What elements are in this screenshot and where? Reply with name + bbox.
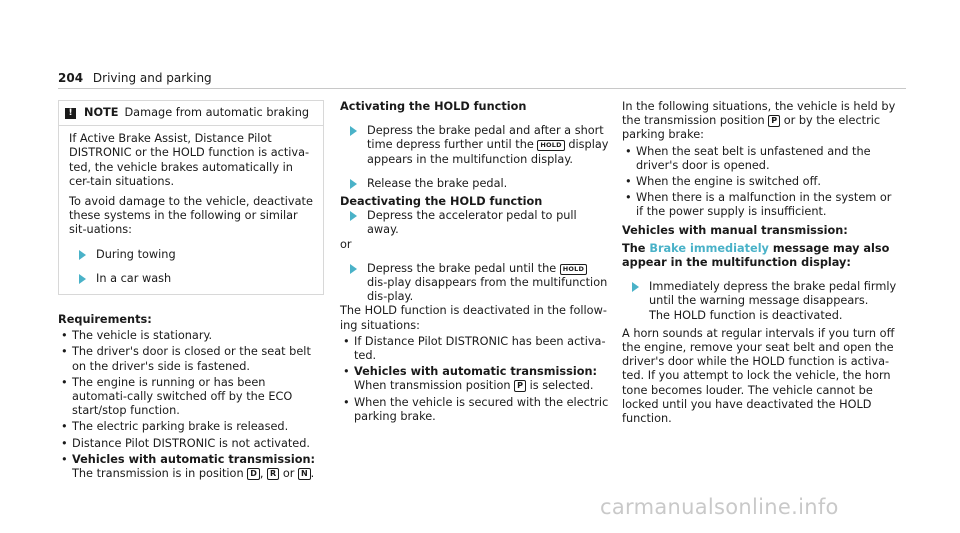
deactivating-step-1: Depress the accelerator pedal to pull away. xyxy=(340,209,610,237)
requirements-list xyxy=(58,329,324,481)
gear-n-icon: N xyxy=(298,468,311,480)
activating-step-1: Depress the brake pedal and after a short time depress further until the HOLD display appears in the multifunction display. xyxy=(340,124,610,167)
step-arrow-icon xyxy=(350,264,357,274)
list-item: • When the engine is switched off. xyxy=(622,175,898,189)
gear-r-icon: R xyxy=(267,468,279,480)
gear-p-icon: P xyxy=(768,115,780,127)
step-arrow-icon xyxy=(350,126,357,136)
manual-step-1: Immediately depress the brake pedal firmly until the warning message disappears. The HOLD function is deactivated. xyxy=(622,280,898,323)
list-item: • The vehicle is stationary. xyxy=(58,329,324,343)
note-header xyxy=(59,101,323,126)
deactivated-situations-text: The HOLD function is deactivated in the follow-ing situations: xyxy=(340,304,607,332)
deactivated-situations-list xyxy=(340,335,610,424)
list-item: • If Distance Pilot DISTRONIC has been activa-ted. xyxy=(340,335,610,363)
held-list xyxy=(622,145,898,220)
note-para-2: To avoid damage to the vehicle, deactivate these systems in the following or similar sit-uations: xyxy=(69,195,313,237)
horn-paragraph: A horn sounds at regular intervals if you turn off the engine, remove your seat belt and open the driver's door while the HOLD function is activa-ted. If you attempt to lock the vehicle, the horn tone becomes louder. The vehicle cannot be locked until you have deactivated the HOLD function. xyxy=(622,326,895,426)
list-item: • When the vehicle is secured with the electric parking brake. xyxy=(340,396,610,424)
deactivating-step-2: Depress the brake pedal until the HOLD dis-play disappears from the multifunction dis-play. xyxy=(340,262,610,305)
step-arrow-icon xyxy=(79,250,86,260)
gear-p-icon: P xyxy=(514,380,526,392)
held-intro: In the following situations, the vehicle is held by the transmission position P or by the electric parking brake: xyxy=(622,100,896,142)
or-text: or xyxy=(340,237,352,251)
list-item: • The driver's door is closed or the seat belt on the driver's side is fastened. xyxy=(58,345,324,373)
manual-heading: Vehicles with manual transmission: xyxy=(622,223,848,237)
step-result: The HOLD function is deactivated. xyxy=(649,308,843,322)
header-divider xyxy=(58,88,906,89)
brake-message-heading: The Brake immediately message may also appear in the multifunction display: xyxy=(622,241,890,270)
list-item-automatic: • Vehicles with automatic transmission: The transmission is in position D , R or N . xyxy=(58,453,324,481)
column-3 xyxy=(622,100,898,426)
step-arrow-icon xyxy=(350,179,357,189)
page-number: 204 xyxy=(58,71,84,85)
gear-d-icon: D xyxy=(247,468,260,480)
warning-icon: ! xyxy=(65,108,76,119)
hold-icon: HOLD xyxy=(537,140,564,151)
column-2 xyxy=(340,100,610,426)
note-step-car-wash: In a car wash xyxy=(69,272,313,286)
requirements-heading: Requirements: xyxy=(58,313,152,327)
list-item: • Distance Pilot DISTRONIC is not activated. xyxy=(58,437,324,451)
hold-icon: HOLD xyxy=(560,264,587,275)
deactivating-heading: Deactivating the HOLD function xyxy=(340,195,543,209)
step-arrow-icon xyxy=(350,211,357,221)
list-item-automatic: • Vehicles with automatic transmission: When transmission position P is selected. xyxy=(340,365,610,393)
brake-immediately-message: Brake immediately xyxy=(649,241,769,255)
activating-heading: Activating the HOLD function xyxy=(340,100,527,113)
note-para-1: If Active Brake Assist, Distance Pilot DISTRONIC or the HOLD function is activa-ted, the vehicle brakes automatically in cer-tain situations. xyxy=(69,132,310,188)
column-1 xyxy=(58,100,324,483)
note-step-towing: During towing xyxy=(69,248,313,262)
note-subtitle: Damage from automatic braking xyxy=(124,106,310,119)
note-title: NOTE xyxy=(84,106,119,119)
step-arrow-icon xyxy=(632,282,639,292)
note-box xyxy=(58,100,324,295)
activating-step-2: Release the brake pedal. xyxy=(340,177,610,191)
list-item: • The engine is running or has been automati-cally switched off by the ECO start/stop function. xyxy=(58,376,324,419)
note-body xyxy=(59,126,323,294)
watermark: carmanualsonline.info xyxy=(600,495,839,519)
list-item: • When the seat belt is unfastened and the driver's door is opened. xyxy=(622,145,898,173)
page-header xyxy=(58,71,212,85)
list-item: • The electric parking brake is released. xyxy=(58,420,324,434)
step-arrow-icon xyxy=(79,274,86,284)
section-title: Driving and parking xyxy=(92,71,212,85)
list-item: • When there is a malfunction in the system or if the power supply is insufficient. xyxy=(622,191,898,219)
